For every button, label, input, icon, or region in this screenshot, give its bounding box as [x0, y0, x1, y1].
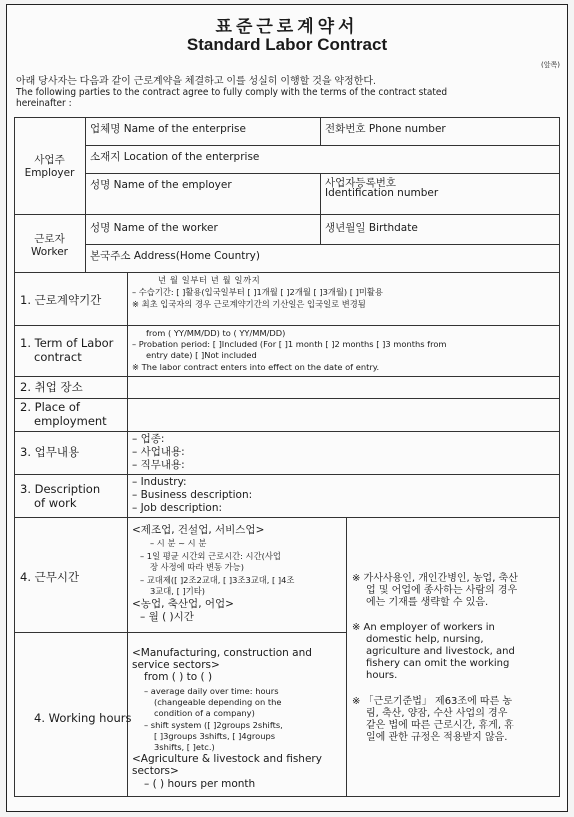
intro-korean: 아래 당사자는 다음과 같이 근로계약을 체결하고 이를 성실히 이행할 것을 약정한다.: [16, 76, 376, 87]
note-english-line-4: fishery can omit the working: [366, 658, 510, 669]
place-korean-input[interactable]: [130, 379, 558, 397]
term-label-english-2: contract: [34, 350, 82, 364]
identification-label-korean: 사업자등록번호: [325, 177, 397, 189]
hours-shift-english-cont-2[interactable]: 3shifts, [ ]etc.): [154, 742, 215, 752]
note-law-line-4: 일에 관한 규정은 적용받지 않음.: [366, 732, 508, 743]
work-label-english-1: 3. Description: [20, 482, 101, 496]
note-english-line-2: domestic help, nursing,: [366, 634, 484, 645]
work-label-english-2: of work: [34, 496, 77, 510]
term-note-english: ※ The labor contract enters into effect on the date of entry.: [132, 362, 380, 372]
enterprise-name-field[interactable]: 업체명 Name of the enterprise: [90, 123, 246, 135]
place-label-english-2: employment: [34, 414, 107, 428]
hours-shift-korean[interactable]: – 교대제([ ]2조2교대, [ ]3조3교대, [ ]4조: [140, 575, 295, 585]
business-korean-field[interactable]: – 사업내용:: [132, 446, 185, 458]
hours-monthly-english[interactable]: – ( ) hours per month: [144, 778, 256, 790]
intro-english-line-2: hereinafter :: [16, 98, 72, 109]
title-korean: 표준근로계약서: [215, 17, 359, 37]
term-label-english-1: 1. Term of Labor: [20, 336, 114, 350]
hours-sector-agriculture-english: <Agriculture & livestock and fishery: [132, 753, 322, 765]
note-english-line-3: agriculture and livestock, and: [366, 646, 515, 657]
sheet-side-label: (앞쪽): [541, 61, 560, 69]
hours-time-range-english[interactable]: from ( ) to ( ): [144, 671, 213, 683]
hours-sector-manufacturing-korean: <제조업, 건설업, 서비스업>: [132, 524, 265, 536]
place-label-english-1: 2. Place of: [20, 400, 80, 414]
hours-sector-agriculture-korean: <농업, 축산업, 어업>: [132, 598, 234, 610]
term-note-korean: ※ 최초 입국자의 경우 근로계약기간의 기산일은 입국일로 변경됨: [132, 299, 366, 309]
hours-overtime-english[interactable]: – average daily over time: hours: [144, 686, 279, 696]
term-period-korean[interactable]: 년 월 일부터 년 월 일까지: [158, 275, 261, 285]
hours-overtime-korean-cont: 장 사정에 따라 변동 가능): [150, 562, 244, 572]
enterprise-location-field[interactable]: 소재지 Location of the enterprise: [90, 151, 260, 163]
hours-shift-korean-cont[interactable]: 3교대, [ ]기타): [150, 586, 205, 596]
note-korean-line-3: 에는 기재를 생략할 수 있음.: [366, 597, 489, 608]
employer-label-english: Employer: [24, 167, 75, 179]
place-english-input[interactable]: [130, 400, 558, 430]
note-law-line-3: 같은 법에 따른 근로시간, 휴게, 휴: [366, 720, 514, 731]
probation-korean[interactable]: – 수습기간: [ ]활용(입국일부터 [ ]1개월 [ ]2개월 [ ]3개월) [ ]미활용: [132, 287, 383, 297]
probation-english[interactable]: – Probation period: [ ]Included (For [ ]1 month [ ]2 months [ ]3 months from: [132, 339, 447, 349]
job-korean-field[interactable]: – 직무내용:: [132, 459, 185, 471]
home-address-field[interactable]: 본국주소 Address(Home Country): [90, 250, 260, 262]
hours-time-range-korean[interactable]: – 시 분 ~ 시 분: [150, 538, 207, 548]
intro-english-line-1: The following parties to the contract agree to fully comply with the terms of the contract stated: [16, 87, 448, 98]
identification-number-field[interactable]: [325, 178, 438, 198]
term-label-korean: 1. 근로계약기간: [20, 293, 102, 307]
hours-monthly-korean[interactable]: – 월 ( )시간: [140, 611, 194, 623]
intro-text: [16, 76, 564, 109]
employer-label-korean: 사업주: [34, 154, 65, 166]
note-korean-line-1: ※ 가사사용인, 개인간병인, 농업, 축산: [352, 573, 518, 584]
hours-sector-manufacturing-english: <Manufacturing, construction and: [132, 647, 312, 659]
hours-overtime-english-cont-2: condition of a company): [154, 708, 255, 718]
hours-overtime-korean[interactable]: – 1일 평균 시간외 근로시간: 시간(사업: [140, 551, 281, 561]
worker-label-english: Worker: [31, 246, 68, 258]
note-english-line-5: hours.: [366, 670, 398, 681]
hours-overtime-english-cont: (changeable depending on the: [154, 697, 282, 707]
business-english-field[interactable]: – Business description:: [132, 489, 253, 501]
job-english-field[interactable]: – Job description:: [132, 502, 223, 514]
note-english-line-1: ※ An employer of workers in: [352, 622, 495, 633]
industry-english-field[interactable]: – Industry:: [132, 476, 187, 488]
employer-name-field[interactable]: 성명 Name of the employer: [90, 179, 232, 191]
hours-sector-manufacturing-english-cont: service sectors>: [132, 659, 220, 671]
identification-label-english: Identification number: [325, 187, 439, 199]
term-period-english[interactable]: from ( YY/MM/DD) to ( YY/MM/DD): [146, 328, 286, 338]
phone-number-field[interactable]: 전화번호 Phone number: [325, 123, 446, 135]
hours-sector-agriculture-english-cont: sectors>: [132, 765, 179, 777]
title-english: Standard Labor Contract: [186, 35, 388, 54]
hours-label-english: 4. Working hours: [34, 711, 132, 725]
place-label-korean: 2. 취업 장소: [20, 380, 83, 394]
work-label-korean: 3. 업무내용: [20, 445, 80, 459]
probation-english-cont[interactable]: entry date) [ ]Not included: [146, 350, 257, 360]
hours-label-korean: 4. 근무시간: [20, 570, 80, 584]
birthdate-field[interactable]: 생년월일 Birthdate: [325, 222, 418, 234]
note-law-line-1: ※ 「근로기준법」 제63조에 따른 농: [352, 696, 513, 707]
hours-shift-english-cont[interactable]: [ ]3groups 3shifts, [ ]4groups: [154, 731, 276, 741]
worker-label-korean: 근로자: [34, 233, 65, 245]
worker-name-field[interactable]: 성명 Name of the worker: [90, 222, 218, 234]
industry-korean-field[interactable]: – 업종:: [132, 433, 165, 445]
note-korean-line-2: 업 및 어업에 종사하는 사람의 경우: [366, 585, 518, 596]
note-law-line-2: 림, 축산, 양잠, 수산 사업의 경우: [366, 708, 508, 719]
hours-shift-english[interactable]: – shift system ([ ]2groups 2shifts,: [144, 720, 283, 730]
